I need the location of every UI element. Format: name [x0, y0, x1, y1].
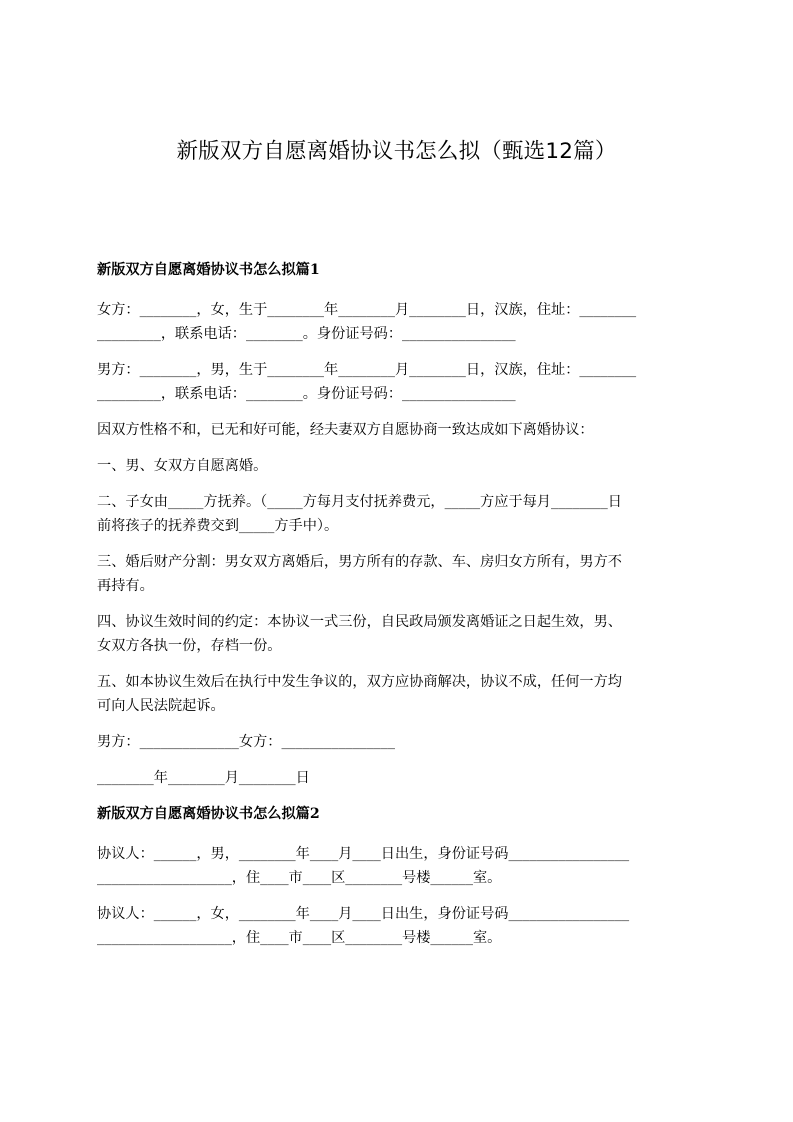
- section-2: [97, 802, 697, 950]
- clause-5: 五、如本协议生效后在执行中发生争议的，双方应协商解决，协议不成，任何一方均 可向人民法院起诉。: [97, 674, 622, 714]
- clause-4: 四、协议生效时间的约定：本协议一式三份，自民政局颁发离婚证之日起生效，男、 女双方各执一份，存档一份。: [97, 614, 622, 654]
- party-male-info: 协议人：______，男，________年____月____日出生，身份证号码_________________ ___________________，住____市____区________号楼______室。: [97, 846, 630, 886]
- party-female-info: 协议人：______，女，________年____月____日出生，身份证号码_________________ ___________________，住____市____区________号楼______室。: [97, 906, 630, 946]
- clause-3: 三、婚后财产分割：男女双方离婚后，男方所有的存款、车、房归女方所有，男方不 再持有。: [97, 554, 622, 594]
- clause-2: 二、子女由_____方抚养。（_____方每月支付抚养费元，_____方应于每月________日 前将孩子的抚养费交到_____方手中）。: [97, 494, 622, 534]
- section-heading: 新版双方自愿离婚协议书怎么拟篇2: [97, 806, 320, 822]
- clause-1: 一、男、女双方自愿离婚。: [97, 458, 268, 474]
- section-heading: 新版双方自愿离婚协议书怎么拟篇1: [97, 262, 320, 278]
- document-title: 新版双方自愿离婚协议书怎么拟（甄选12篇）: [176, 139, 617, 164]
- section-1: [97, 258, 697, 790]
- agreement-preamble: 因双方性格不和，已无和好可能，经夫妻双方自愿协商一致达成如下离婚协议：: [97, 422, 594, 438]
- document-body: [97, 258, 697, 950]
- party-male-info: 男方：________，男，生于________年________月________日，汉族，住址：________ _________，联系电话：________。身份证号码：________________: [97, 362, 637, 402]
- signature-line: 男方：______________女方：________________: [97, 734, 395, 750]
- date-line: ________年________月________日: [97, 770, 310, 786]
- party-female-info: 女方：________，女，生于________年________月________日，汉族，住址：________ _________，联系电话：________。身份证号码：________________: [97, 302, 637, 342]
